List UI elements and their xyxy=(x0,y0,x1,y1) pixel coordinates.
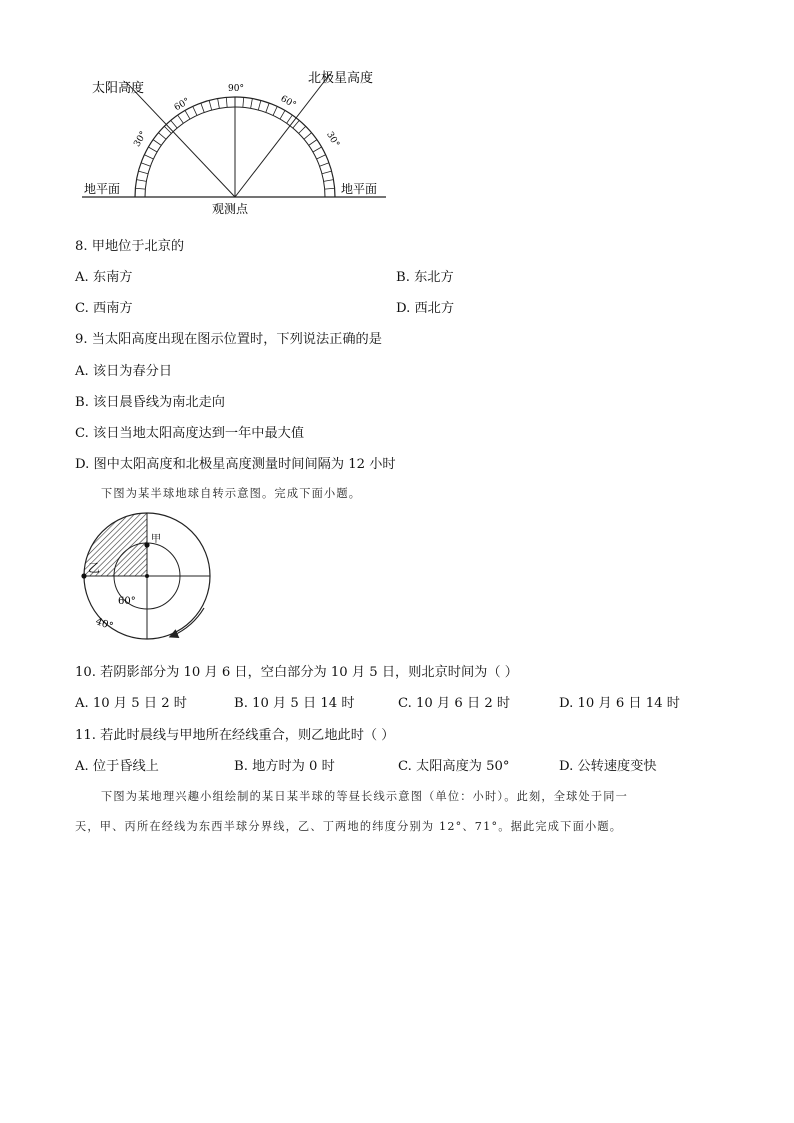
scale-tick xyxy=(137,180,147,182)
scale-tick xyxy=(158,133,166,139)
point-yi xyxy=(81,573,86,578)
scale-tick xyxy=(185,110,190,119)
q9-option-c[interactable]: C. 该日当地太阳高度达到一年中最大值 xyxy=(75,426,305,441)
polaris-altitude-label: 北极星高度 xyxy=(308,71,374,86)
q11-option-d[interactable]: D. 公转速度变快 xyxy=(559,759,657,774)
polaris-altitude-line xyxy=(235,74,330,197)
scale-tick xyxy=(148,147,157,152)
scale-tick xyxy=(193,106,197,115)
scale-tick xyxy=(251,99,253,109)
horizon-left-label: 地平面 xyxy=(84,182,121,196)
scale-tick xyxy=(325,188,335,189)
scale-tick xyxy=(309,140,317,146)
q9-stem: 9. 当太阳高度出现在图示位置时，下列说法正确的是 xyxy=(75,332,382,347)
scale-tick xyxy=(273,106,277,115)
rotation-diagram xyxy=(76,510,226,645)
horizon-right-label: 地平面 xyxy=(341,182,378,196)
lat-60-label: 60° xyxy=(118,596,136,607)
q10-stem: 10. 若阴影部分为 10 月 6 日，空白部分为 10 月 5 日，则北京时间为（ ） xyxy=(75,665,518,680)
scale-tick xyxy=(280,110,285,119)
q8-option-a[interactable]: A. 东南方 xyxy=(75,270,133,285)
scale-tick xyxy=(322,171,332,174)
q11-option-b[interactable]: B. 地方时为 0 时 xyxy=(234,759,335,774)
scale-tick xyxy=(243,97,244,107)
q8-stem: 8. 甲地位于北京的 xyxy=(75,239,185,254)
scale-tick xyxy=(304,133,312,139)
sun-altitude-label: 太阳高度 xyxy=(92,81,145,96)
q9-option-a[interactable]: A. 该日为春分日 xyxy=(75,364,173,379)
q10-option-c[interactable]: C. 10 月 6 日 2 时 xyxy=(398,696,511,711)
scale-tick xyxy=(324,180,334,182)
q8-option-b[interactable]: B. 东北方 xyxy=(396,270,454,285)
scale-tick xyxy=(141,163,150,166)
scale-tick xyxy=(164,126,171,133)
q11-option-c[interactable]: C. 太阳高度为 50° xyxy=(398,759,510,774)
tick-60-left-label: 60° xyxy=(172,96,192,114)
scale-tick xyxy=(201,103,204,112)
scale-tick xyxy=(226,97,227,107)
q11-stem: 11. 若此时晨线与甲地所在经线重合，则乙地此时（ ） xyxy=(75,728,395,743)
scale-tick xyxy=(178,115,184,123)
intro-daylength-line1: 下图为某地理兴趣小组绘制的某日某半球的等昼长线示意图（单位：小时）。此刻，全球处于同一 xyxy=(101,790,629,803)
tick-30-left-label: 30° xyxy=(132,129,150,149)
scale-tick xyxy=(209,100,212,110)
q9-option-b[interactable]: B. 该日晨昏线为南北走向 xyxy=(75,395,225,410)
q10-option-a[interactable]: A. 10 月 5 日 2 时 xyxy=(75,696,187,711)
q8-option-d[interactable]: D. 西北方 xyxy=(396,301,455,316)
observer-label: 观测点 xyxy=(212,202,249,216)
scale-tick xyxy=(320,163,329,166)
tick-90-label: 90° xyxy=(228,84,244,94)
yi-label: 乙 xyxy=(88,561,101,575)
altitude-diagram xyxy=(70,60,400,220)
point-jia xyxy=(144,542,149,547)
scale-tick xyxy=(317,155,326,159)
jia-label: 甲 xyxy=(151,534,161,545)
scale-tick xyxy=(299,126,306,133)
q8-option-c[interactable]: C. 西南方 xyxy=(75,301,133,316)
scale-tick xyxy=(218,99,220,109)
scale-tick xyxy=(144,155,153,159)
scale-tick xyxy=(138,171,148,174)
tick-30-right-label: 30° xyxy=(324,130,341,150)
q10-option-b[interactable]: B. 10 月 5 日 14 时 xyxy=(234,696,355,711)
intro-daylength-line2: 天，甲、丙所在经线为东西半球分界线，乙、丁两地的纬度分别为 12°、71°。据此完成下面小题。 xyxy=(75,820,623,833)
intro-rotation: 下图为某半球地球自转示意图。完成下面小题。 xyxy=(101,487,362,500)
scale-tick xyxy=(266,103,269,112)
tick-60-right-label: 60° xyxy=(278,94,298,111)
scale-tick xyxy=(153,140,161,146)
q10-option-d[interactable]: D. 10 月 6 日 14 时 xyxy=(559,696,680,711)
q11-option-a[interactable]: A. 位于昏线上 xyxy=(75,759,159,774)
scale-tick xyxy=(258,100,261,110)
scale-tick xyxy=(287,115,293,123)
scale-tick xyxy=(135,188,145,189)
scale-tick xyxy=(313,147,322,152)
scale-tick xyxy=(171,120,177,128)
lat-40-label: 40° xyxy=(93,616,115,633)
q9-option-d[interactable]: D. 图中太阳高度和北极星高度测量时间间隔为 12 小时 xyxy=(75,457,396,472)
center-point xyxy=(145,574,149,578)
